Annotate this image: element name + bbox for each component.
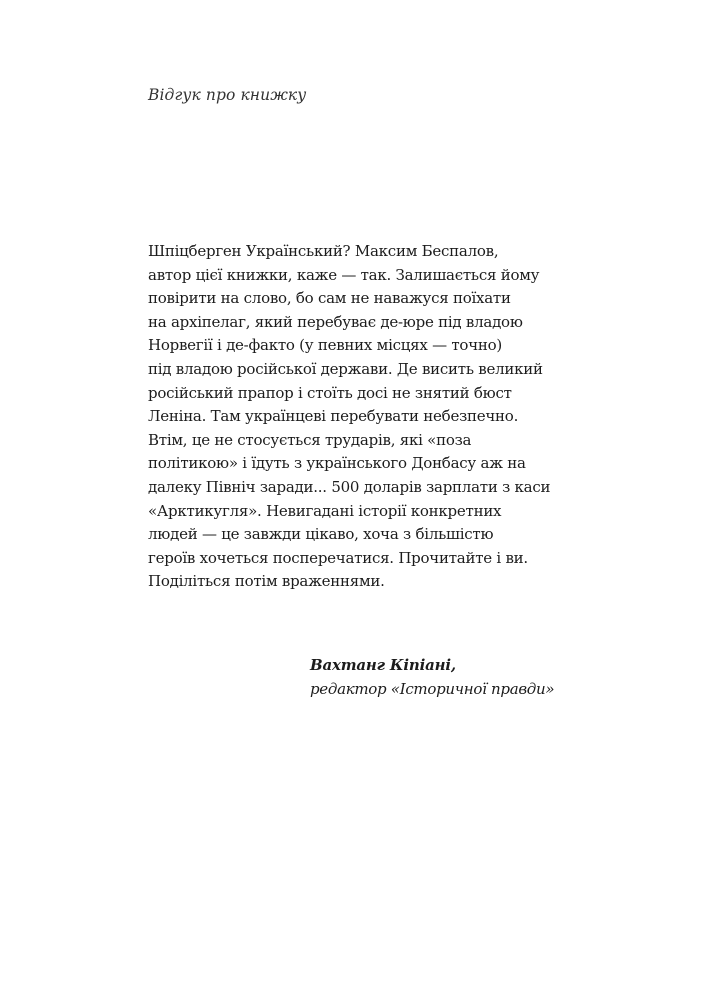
review-text	[148, 240, 588, 594]
signature-author-name: Вахтанг Кіпіані,	[310, 656, 456, 674]
review-line: героїв хочеться посперечатися. Прочитайте і ви.	[148, 548, 528, 567]
page-title: Відгук про книжку	[148, 86, 307, 104]
review-line: російський прапор і стоїть досі не знятий бюст	[148, 383, 512, 402]
review-line: Втім, це не стосується трударів, які «поза	[148, 430, 472, 449]
review-line: Шпіцберген Український? Максим Беспалов,	[148, 242, 499, 260]
review-line: автор цієї книжки, каже — так. Залишається йому	[148, 265, 540, 284]
review-line: Норвегії і де-факто (у певних місцях — точно)	[148, 336, 502, 355]
signature-block	[310, 654, 590, 701]
review-line: Леніна. Там українцеві перебувати небезпечно.	[148, 407, 519, 426]
review-line: під владою російської держави. Де висить великий	[148, 359, 543, 378]
review-line: «Арктикугля». Невигадані історії конкретних	[148, 501, 502, 520]
review-line: Поділіться потім враженнями.	[148, 572, 385, 591]
signature-author-role: редактор «Історичної правди»	[310, 679, 555, 698]
review-line: повірити на слово, бо сам не наважуся поїхати	[148, 289, 511, 308]
review-line: людей — це завжди цікаво, хоча з більшістю	[148, 525, 494, 544]
review-line: політикою» і їдуть з українського Донбасу аж на	[148, 454, 526, 473]
review-line: далеку Північ заради... 500 доларів зарплати з каси	[148, 477, 551, 496]
review-line: на архіпелаг, який перебуває де-юре під владою	[148, 312, 523, 331]
